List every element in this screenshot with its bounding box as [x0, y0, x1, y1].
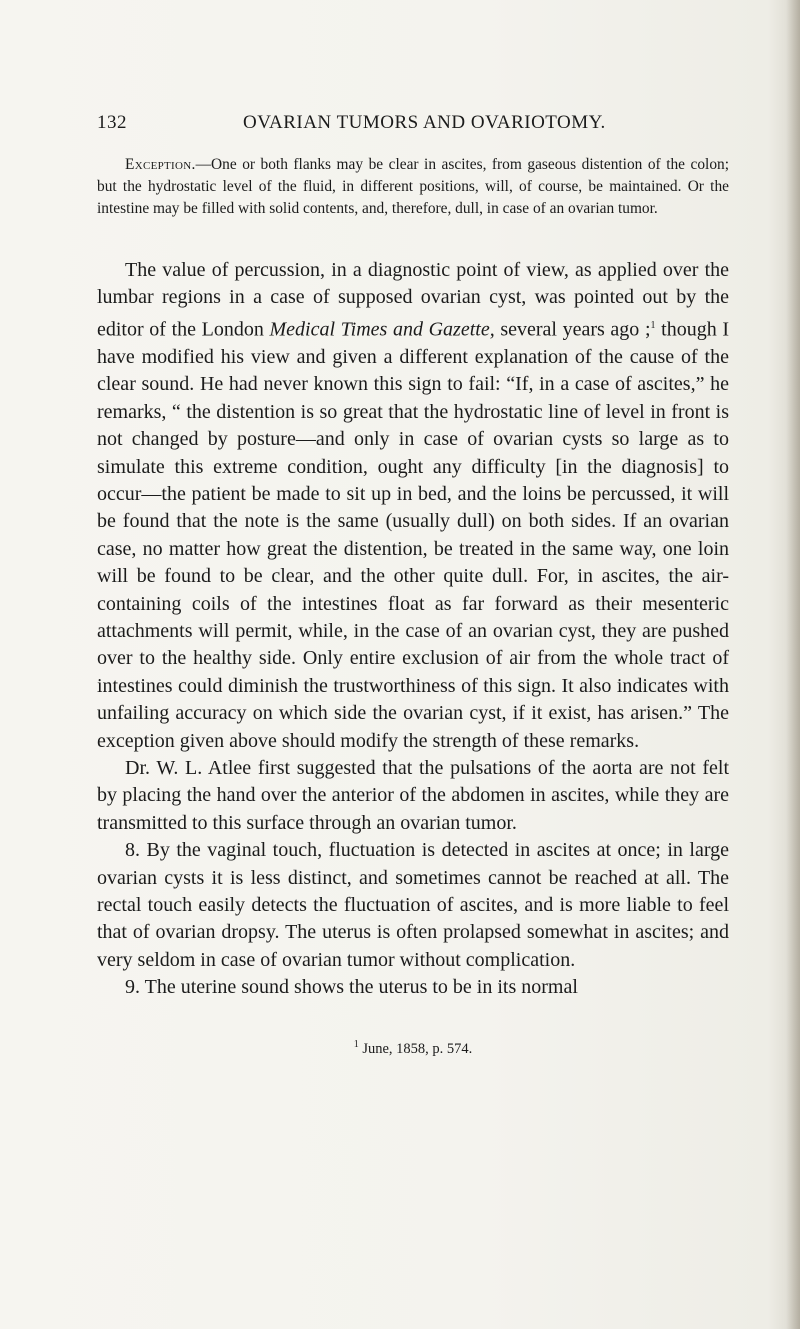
page-number: 132	[97, 112, 127, 133]
body-text	[97, 257, 729, 1002]
paragraph-vaginal-touch: 8. By the vaginal touch, fluctuation is detected in ascites at once; in large ovarian cysts it is less distinct, and sometimes cannot be reached at all. The rectal touch easily detects the fluctuation of ascites, and is more liable to feel that of ovarian dropsy. The uterus is often prolapsed somewhat in ascites; and very seldom in case of ovarian tumor without complication.	[97, 839, 729, 971]
footnote-reference: 1	[650, 319, 656, 331]
footnote	[97, 1039, 729, 1058]
page-edge-shadow	[786, 0, 800, 1329]
running-title: OVARIAN TUMORS AND OVARIOTOMY.	[243, 112, 606, 133]
paragraph-percussion-text-b: several years ago ;	[494, 318, 651, 341]
journal-title: Medical Times and Gazette,	[269, 318, 495, 341]
paragraph-percussion	[97, 257, 729, 755]
exception-note	[97, 154, 729, 220]
footnote-text: June, 1858, p. 574.	[358, 1040, 473, 1057]
exception-label: Exception.	[125, 156, 196, 173]
paragraph-percussion-text-c: though I have modified his view and given a different explanation of the cause of the clear sound. He had never known this sign to fail: “If, in a case of ascites,” he remarks, “ the distention is so great that the hydrostatic line of level in front is not changed by posture—and only in case of ovarian cysts so large as to simulate this extreme condition, ought any difficulty [in the diagnosis] to occur—the patient be made to sit up in bed, and the loins be percussed, it will be found that the note is the same (usually dull) on both sides. If an ovarian case, no matter how great the distention, be treated in the same way, one loin will be found to be clear, and the other quite dull. For, in ascites, the air-containing coils of the intestines float as far forward as their mesenteric attachments will permit, while, in the case of an ovarian cyst, they are pushed over to the healthy side. Only entire exclusion of air from the whole tract of intestines could diminish the trustworthiness of this sign. It also indicates with unfailing accuracy on which side the ovarian cyst, if it exist, has arisen.” The exception given above should modify the strength of these remarks.	[97, 318, 729, 752]
exception-text: —One or both flanks may be clear in ascites, from gaseous distention of the colon; but the hydrostatic level of the fluid, in different positions, will, of course, be maintained. Or the intestine may be filled with solid contents, and, therefore, dull, in case of an ovarian tumor.	[97, 156, 729, 217]
footnote-marker: 1	[353, 1039, 359, 1050]
paragraph-percussion-text-a: The value of percussion, in a diagnostic point of view, as applied over the lumbar regions in a case of supposed ovarian cyst, was pointed out by the editor of the London	[97, 259, 729, 341]
paragraph-uterine-sound: 9. The uterine sound shows the uterus to be in its normal	[125, 976, 578, 999]
paragraph-atlee: Dr. W. L. Atlee first suggested that the pulsations of the aorta are not felt by placing the hand over the anterior of the abdomen in ascites, while they are transmitted to this surface through an ovarian tumor.	[97, 756, 729, 834]
running-head	[97, 112, 737, 142]
